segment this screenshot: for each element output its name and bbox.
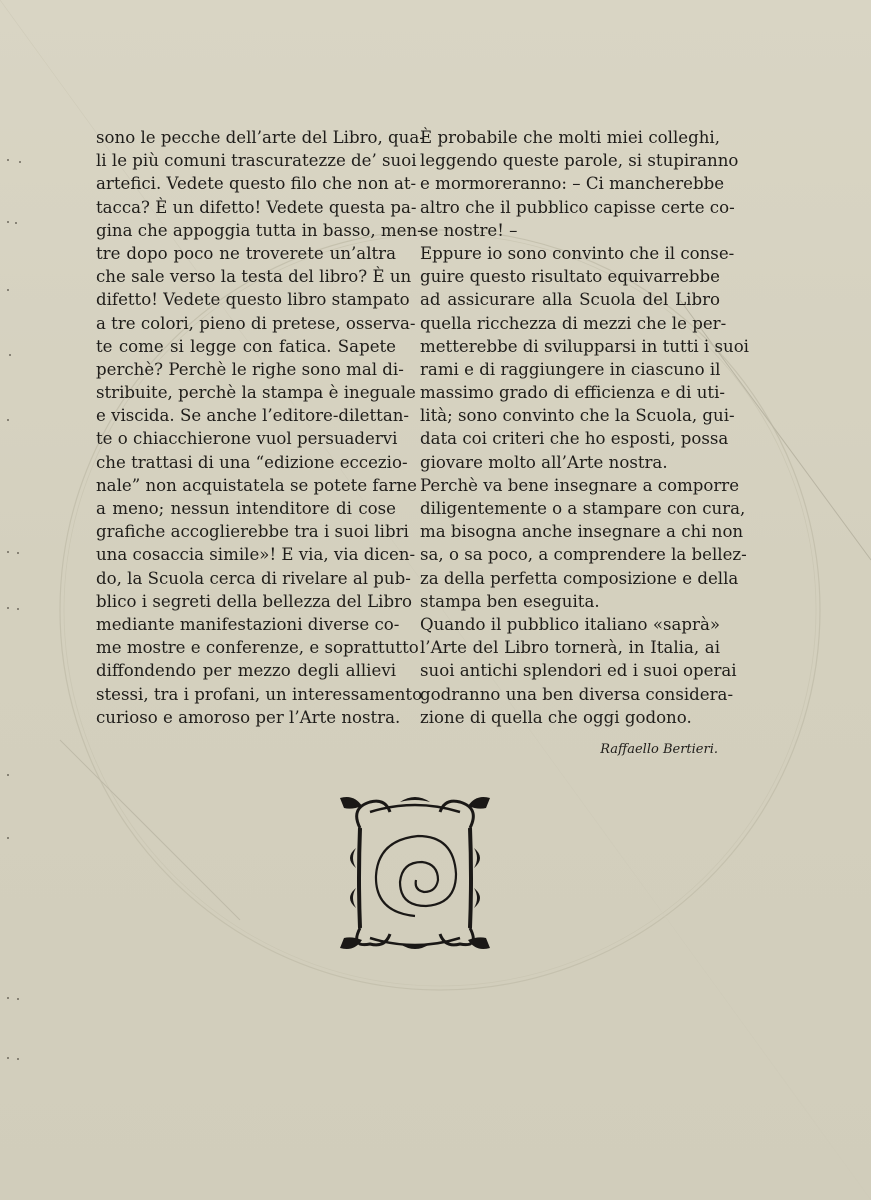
left-column-line: mediante manifestazioni diverse co- [96, 614, 400, 634]
right-column-line: altro che il pubblico capisse certe co- [420, 197, 735, 217]
left-text-column [96, 126, 425, 729]
right-column-line: Eppure io sono convinto che il conse- [420, 243, 735, 263]
left-column-line: me mostre e conferenze, e soprattutto [96, 638, 419, 658]
left-column-line: te come si legge con fatica. Sapete [96, 336, 396, 356]
left-column-line: perchè? Perchè le righe sono mal di- [96, 359, 404, 379]
left-column-line: grafiche accoglierebbe tra i suoi libri [96, 522, 409, 542]
left-column-line: una cosaccia simile»! E via, via dicen- [96, 545, 416, 565]
right-column-line: leggendo queste parole, si stupiranno [420, 151, 739, 171]
right-column-line: metterebbe di svilupparsi in tutti i suoi [420, 336, 749, 356]
right-column-line: e mormoreranno: – Ci mancherebbe [420, 174, 725, 194]
right-column-line: l’Arte del Libro tornerà, in Italia, ai [420, 638, 720, 658]
left-column-line: a meno; nessun intenditore di cose [96, 499, 396, 518]
right-column-line: Perchè va bene insegnare a comporre [420, 475, 740, 495]
left-column-line: e viscida. Se anche l’editore-dilettan- [96, 406, 410, 426]
right-column-line: quella ricchezza di mezzi che le per- [420, 313, 727, 333]
right-column-line: ma bisogna anche insegnare a chi non [420, 522, 744, 542]
left-column-line: stribuite, perchè la stampa è ineguale [96, 383, 416, 403]
left-column-line: difetto! Vedete questo libro stampato [96, 290, 410, 310]
author-signature: Raffaello Bertieri. [600, 742, 718, 757]
left-column-line: sono le pecche dell’arte del Libro, qua- [96, 128, 425, 147]
right-column-line: suoi antichi splendori ed i suoi operai [420, 661, 737, 681]
right-column-line: diligentemente o a stampare con cura, [420, 499, 746, 518]
left-column-line: blico i segreti della bellezza del Libro [96, 591, 412, 611]
left-column-line: diffondendo per mezzo degli allievi [96, 661, 396, 681]
right-column-line: data coi criteri che ho esposti, possa [420, 429, 729, 449]
right-column-line: godranno una ben diversa considera- [420, 684, 734, 704]
right-column-line: Quando il pubblico italiano «saprà» [420, 614, 720, 634]
left-column-line: tacca? È un difetto! Vedete questa pa- [96, 197, 417, 217]
right-column-line: rami e di raggiungere in ciascuno il [420, 359, 721, 379]
left-column-line: artefici. Vedete questo filo che non at- [96, 174, 417, 194]
right-column-line: giovare molto all’Arte nostra. [420, 452, 668, 472]
left-column-line: che sale verso la testa del libro? È un [96, 267, 412, 287]
right-text-column [420, 126, 749, 729]
left-column-line: a tre colori, pieno di pretese, osserva- [96, 313, 416, 333]
margin-marks [0, 0, 40, 1200]
left-column-line: curioso e amoroso per l’Arte nostra. [96, 707, 401, 727]
left-column-line: te o chiacchierone vuol persuadervi [96, 429, 398, 449]
scroll-ornament-icon [330, 788, 500, 958]
right-column-line: guire questo risultato equivarrebbe [420, 267, 720, 287]
left-column-line: nale” non acquistatela se potete farne [96, 475, 417, 495]
left-column-line: gina che appoggia tutta in basso, men- [96, 220, 423, 240]
left-column-line: tre dopo poco ne troverete un’altra [96, 243, 396, 263]
right-column-line: za della perfetta composizione e della [420, 568, 739, 588]
right-column-line: lità; sono convinto che la Scuola, gui- [420, 406, 735, 426]
right-column-line: zione di quella che oggi godono. [420, 707, 692, 727]
left-column-line: che trattasi di una “edizione eccezio- [96, 452, 408, 472]
right-column-line: stampa ben eseguita. [420, 591, 600, 611]
right-column-line: massimo grado di efficienza e di uti- [420, 383, 726, 403]
right-column-line: È probabile che molti miei colleghi, [420, 128, 720, 147]
right-column-line: sa, o sa poco, a comprendere la bellez- [420, 545, 747, 565]
right-column-line: se nostre! – [420, 220, 518, 240]
right-column-line: ad assicurare alla Scuola del Libro [420, 290, 720, 310]
left-column-line: li le più comuni trascuratezze de’ suoi [96, 151, 417, 171]
left-column-line: do, la Scuola cerca di rivelare al pub- [96, 568, 411, 588]
left-column-line: stessi, tra i profani, un interessamento [96, 684, 423, 704]
